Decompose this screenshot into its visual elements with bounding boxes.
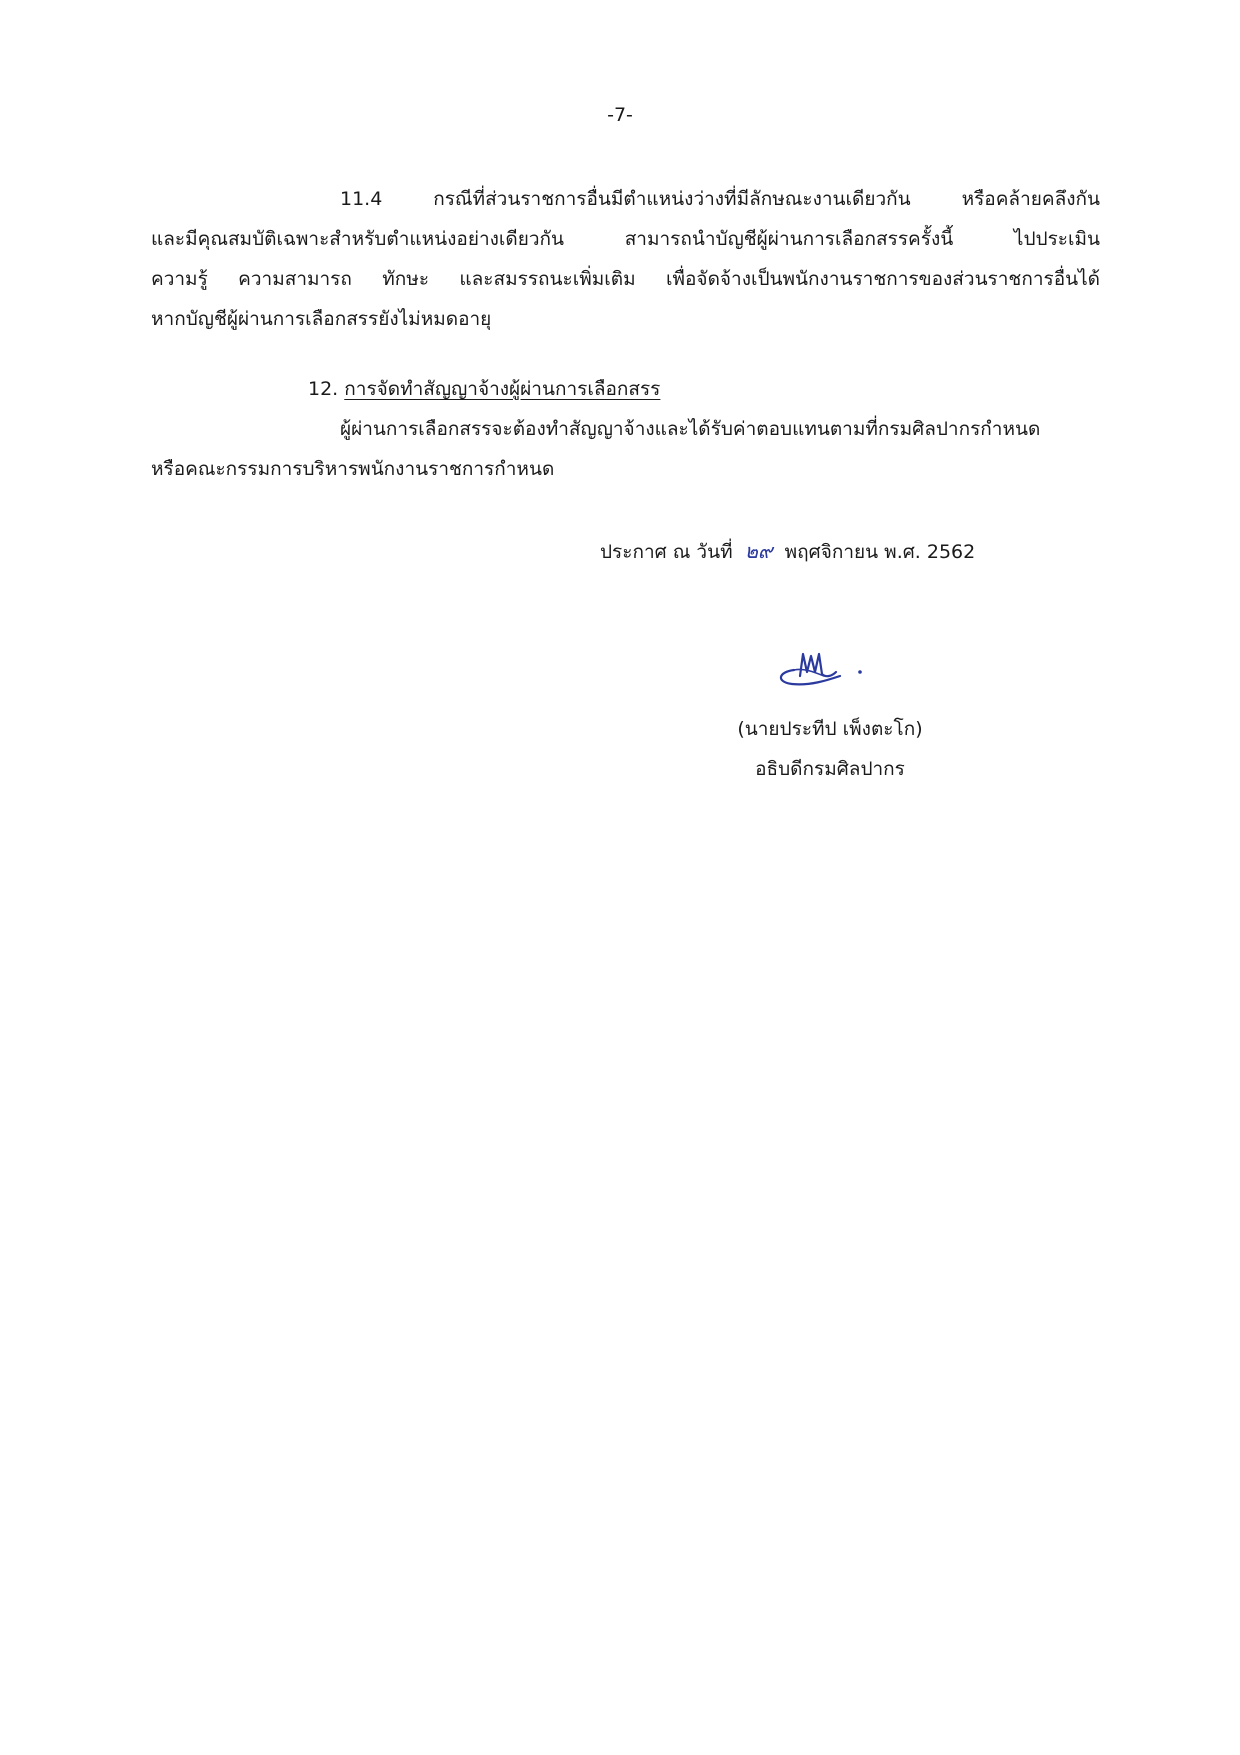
section-12-line-2: หรือคณะกรรมการบริหารพนักงานราชการกำหนด xyxy=(151,458,555,480)
handwritten-signature xyxy=(770,642,880,686)
announcement-date xyxy=(600,538,975,565)
section-12-line-1: ผู้ผ่านการเลือกสรรจะต้องทำสัญญาจ้างและได้รับค่าตอบแทนตามที่กรมศิลปากรกำหนด xyxy=(340,418,1041,440)
announcement-suffix: พฤศจิกายน พ.ศ. 2562 xyxy=(784,541,976,563)
section-12-number: 12. xyxy=(308,378,339,400)
page-number: -7- xyxy=(607,104,633,126)
announcement-day: ๒๙ xyxy=(744,539,773,563)
section-11-4-line-1: 11.4 กรณีที่ส่วนราชการอื่นมีตำแหน่งว่างที่มีลักษณะงานเดียวกัน หรือคล้ายคลึงกัน xyxy=(340,188,1100,210)
signatory-name: (นายประทีป เพ็งตะโก) xyxy=(737,718,923,740)
section-11-4-line-3: ความรู้ ความสามารถ ทักษะ และสมรรถนะเพิ่มเติม เพื่อจัดจ้างเป็นพนักงานราชการของส่วนราชการอื่นได้ xyxy=(151,268,1100,290)
section-11-4-line-4: หากบัญชีผู้ผ่านการเลือกสรรยังไม่หมดอายุ xyxy=(151,308,492,330)
signatory-position: อธิบดีกรมศิลปากร xyxy=(755,758,905,780)
announcement-prefix: ประกาศ ณ วันที่ xyxy=(600,541,733,563)
section-12-heading: การจัดทำสัญญาจ้างผู้ผ่านการเลือกสรร xyxy=(344,378,661,400)
section-11-4-line-2: และมีคุณสมบัติเฉพาะสำหรับตำแหน่งอย่างเดียวกัน สามารถนำบัญชีผู้ผ่านการเลือกสรรครั้งนี้ ไปประเมิน xyxy=(151,228,1100,250)
